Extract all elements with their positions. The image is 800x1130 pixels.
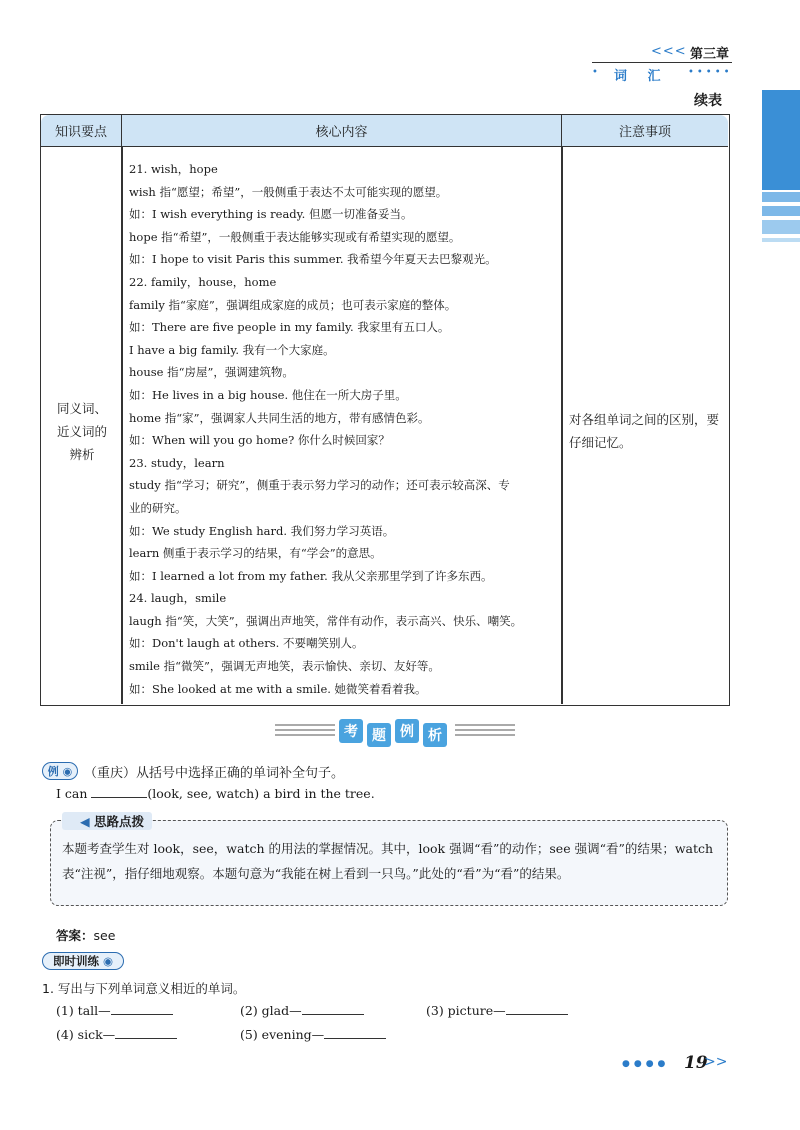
content-cell bbox=[129, 158, 555, 700]
col-header-content: 核心内容 bbox=[121, 115, 561, 147]
practice-question: 1. 写出与下列单词意义相近的单词。 bbox=[42, 981, 246, 996]
content-line: 如：I learned a lot from my father. 我从父亲那里学到了许多东西。 bbox=[129, 568, 493, 583]
item-label: (2) glad— bbox=[240, 1003, 302, 1018]
topic-line: 同义词、 bbox=[56, 401, 107, 416]
content-line: 如：I wish everything is ready. 但愿一切准备妥当。 bbox=[129, 207, 413, 222]
answer bbox=[56, 926, 115, 944]
item-blank bbox=[115, 1028, 177, 1039]
content-line: 24. laugh，smile bbox=[129, 591, 227, 606]
knowledge-table bbox=[40, 114, 730, 706]
item-blank bbox=[302, 1004, 364, 1015]
content-line: 如：He lives in a big house. 他住在一所大房子里。 bbox=[129, 387, 407, 402]
tab-stripe bbox=[762, 192, 800, 202]
content-line: hope 指“希望”，一般侧重于表达能够实现或有希望实现的愿望。 bbox=[129, 229, 461, 244]
content-line: 22. family，house，home bbox=[129, 274, 277, 289]
hint-title bbox=[62, 812, 152, 830]
hint-title-label: 思路点拨 bbox=[93, 814, 144, 829]
topic-cell bbox=[49, 397, 115, 466]
content-line: wish 指“愿望；希望”，一般侧重于表达不太可能实现的愿望。 bbox=[129, 184, 448, 199]
header-dots-left: • bbox=[592, 67, 601, 78]
item-blank bbox=[111, 1004, 173, 1015]
megaphone-icon: ◀ bbox=[80, 814, 90, 829]
item-label: (3) picture— bbox=[426, 1003, 506, 1018]
section-title: 词 汇 bbox=[614, 69, 669, 84]
content-line: 21. wish，hope bbox=[129, 162, 218, 176]
item-label: (5) evening— bbox=[240, 1027, 325, 1042]
column-divider bbox=[561, 147, 563, 704]
section-banner bbox=[275, 717, 515, 749]
content-line: 如：I hope to visit Paris this summer. 我希望今年夏天去巴黎观光。 bbox=[129, 252, 497, 267]
practice-item bbox=[240, 1003, 364, 1018]
tab-stripe bbox=[762, 220, 800, 234]
header-rule bbox=[592, 62, 732, 63]
content-line: 如：When will you go home? 你什么时候回家？ bbox=[129, 433, 390, 448]
example-badge-label: 例 bbox=[47, 765, 59, 778]
hint-text: 本题考查学生对 look，see，watch 的用法的掌握情况。其中，look 强调“看”的动作；see 强调“看”的结果；watch 表“注视”，指仔细地观察。本题句意为“我能在树上看到一只鸟。”此处的“看”为“看”的结果。 bbox=[62, 841, 714, 881]
chapter-title: 第三章 bbox=[690, 47, 730, 62]
content-line: smile 指“微笑”，强调无声地笑，表示愉快、亲切、友好等。 bbox=[129, 659, 440, 674]
question-text: (look, see, watch) a bird in the tree. bbox=[147, 786, 375, 801]
content-line: I have a big family. 我有一个大家庭。 bbox=[129, 342, 335, 357]
content-line: family 指“家庭”，强调组成家庭的成员；也可表示家庭的整体。 bbox=[129, 297, 457, 312]
col-header-notes: 注意事项 bbox=[561, 115, 728, 147]
item-label: (1) tall— bbox=[56, 1003, 111, 1018]
continued-label: 续表 bbox=[694, 93, 722, 109]
practice-item bbox=[426, 1003, 568, 1018]
item-blank bbox=[324, 1028, 386, 1039]
topic-line: 辨析 bbox=[69, 447, 95, 462]
content-line: learn 侧重于表示学习的结果，有“学会”的意思。 bbox=[129, 546, 382, 561]
content-line: 如：Don't laugh at others. 不要嘲笑别人。 bbox=[129, 636, 364, 651]
content-line: house 指“房屋”，强调建筑物。 bbox=[129, 365, 294, 380]
practice-item bbox=[56, 1003, 173, 1018]
example-badge: 例 ◉ bbox=[42, 762, 78, 780]
example-question bbox=[56, 786, 375, 801]
topic-line: 近义词的 bbox=[56, 424, 107, 439]
answer-label: 答案： bbox=[56, 928, 94, 943]
banner-char: 析 bbox=[423, 723, 447, 747]
content-line: study 指“学习；研究”，侧重于表示努力学习的动作；还可表示较高深、专 bbox=[129, 478, 510, 493]
content-line: 如：There are five people in my family. 我家里有五口人。 bbox=[129, 320, 450, 335]
tab-stripe bbox=[762, 206, 800, 216]
banner-char: 题 bbox=[367, 723, 391, 747]
item-blank bbox=[506, 1004, 568, 1015]
page-arrows: >> bbox=[704, 1054, 728, 1070]
col-header-topic: 知识要点 bbox=[41, 115, 121, 147]
nav-arrows: <<< bbox=[651, 44, 687, 59]
content-line: 业的研究。 bbox=[129, 500, 187, 515]
content-line: 如：She looked at me with a smile. 她微笑着看着我。 bbox=[129, 681, 427, 696]
banner-char: 例 bbox=[395, 719, 419, 743]
example-title: （重庆）从括号中选择正确的单词补全句子。 bbox=[84, 766, 345, 781]
practice-badge bbox=[42, 952, 124, 970]
practice-item bbox=[240, 1027, 386, 1042]
bullet-icon: ◉ bbox=[102, 954, 114, 968]
notes-cell: 对各组单词之间的区别，要仔细记忆。 bbox=[569, 412, 720, 450]
content-line: 23. study，learn bbox=[129, 455, 225, 470]
page-number: 19 bbox=[684, 1053, 708, 1073]
content-line: 如：We study English hard. 我们努力学习英语。 bbox=[129, 523, 395, 538]
content-line: home 指“家”，强调家人共同生活的地方，带有感情色彩。 bbox=[129, 410, 430, 425]
tab-current bbox=[762, 90, 800, 190]
header-dots-right: ••••• bbox=[688, 67, 733, 78]
tab-stripe bbox=[762, 238, 800, 242]
question-text: I can bbox=[56, 786, 92, 801]
banner-char: 考 bbox=[339, 719, 363, 743]
answer-value: see bbox=[93, 928, 116, 943]
practice-item bbox=[56, 1027, 177, 1042]
column-divider bbox=[121, 147, 123, 704]
page-dots: ●●●● bbox=[622, 1059, 670, 1069]
item-label: (4) sick— bbox=[56, 1027, 116, 1042]
content-line: laugh 指“笑，大笑”，强调出声地笑，常伴有动作，表示高兴、快乐、嘲笑。 bbox=[129, 613, 523, 628]
practice-label: 即时训练 bbox=[52, 954, 99, 968]
answer-blank bbox=[91, 787, 147, 798]
